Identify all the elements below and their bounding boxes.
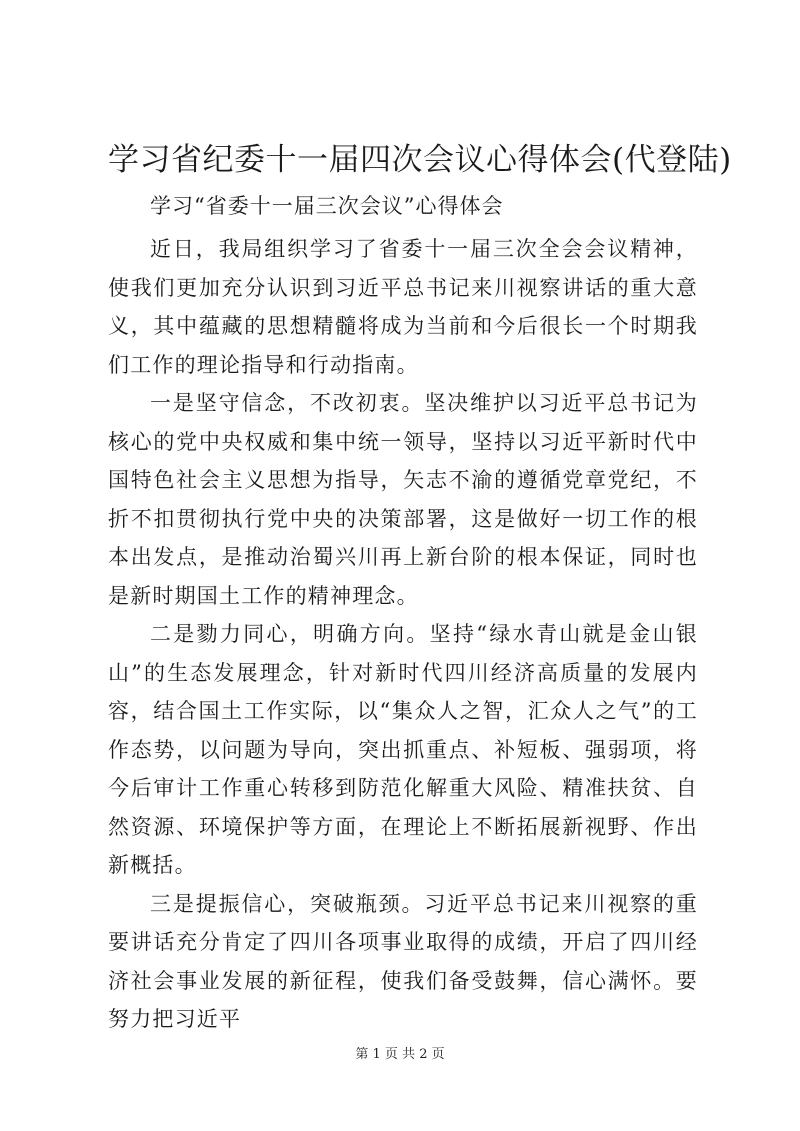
paragraph: 二是勠力同心，明确方向。坚持“绿水青山就是金山银山”的生态发展理念，针对新时代四川经济高质量的发展内容，结合国土工作实际，以“集众人之智，汇众人之气”的工作态势，以问题为导向，突出抓重点、补短板、强弱项，将今后审计工作重心转移到防范化解重大风险、精准扶贫、自然资源、环境保护等方面，在理论上不断拓展新视野、作出新概括。 [108, 622, 698, 877]
paragraph: 近日，我局组织学习了省委十一届三次全会会议精神，使我们更加充分认识到习近平总书记来川视察讲话的重大意义，其中蕴藏的思想精髓将成为当前和今后很长一个时期我们工作的理论指导和行动指南。 [108, 237, 698, 377]
document-subtitle: 学习“省委十一届三次会议”心得体会 [150, 194, 504, 218]
paragraph: 三是提振信心，突破瓶颈。习近平总书记来川视察的重要讲话充分肯定了四川各项事业取得的成绩，开启了四川经济社会事业发展的新征程，使我们备受鼓舞，信心满怀。要努力把习近平 [108, 891, 698, 1031]
paragraph: 一是坚守信念，不改初衷。坚决维护以习近平总书记为核心的党中央权威和集中统一领导，坚持以习近平新时代中国特色社会主义思想为指导，矢志不渝的遵循党章党纪，不折不扣贯彻执行党中央的决策部署，这是做好一切工作的根本出发点，是推动治蜀兴川再上新台阶的根本保证，同时也是新时期国土工作的精神理念。 [108, 391, 698, 608]
document-title: 学习省纪委十一届四次会议心得体会(代登陆) [108, 142, 732, 178]
document-body [108, 230, 698, 1039]
page-number-footer: 第 1 页 共 2 页 [355, 1047, 445, 1062]
